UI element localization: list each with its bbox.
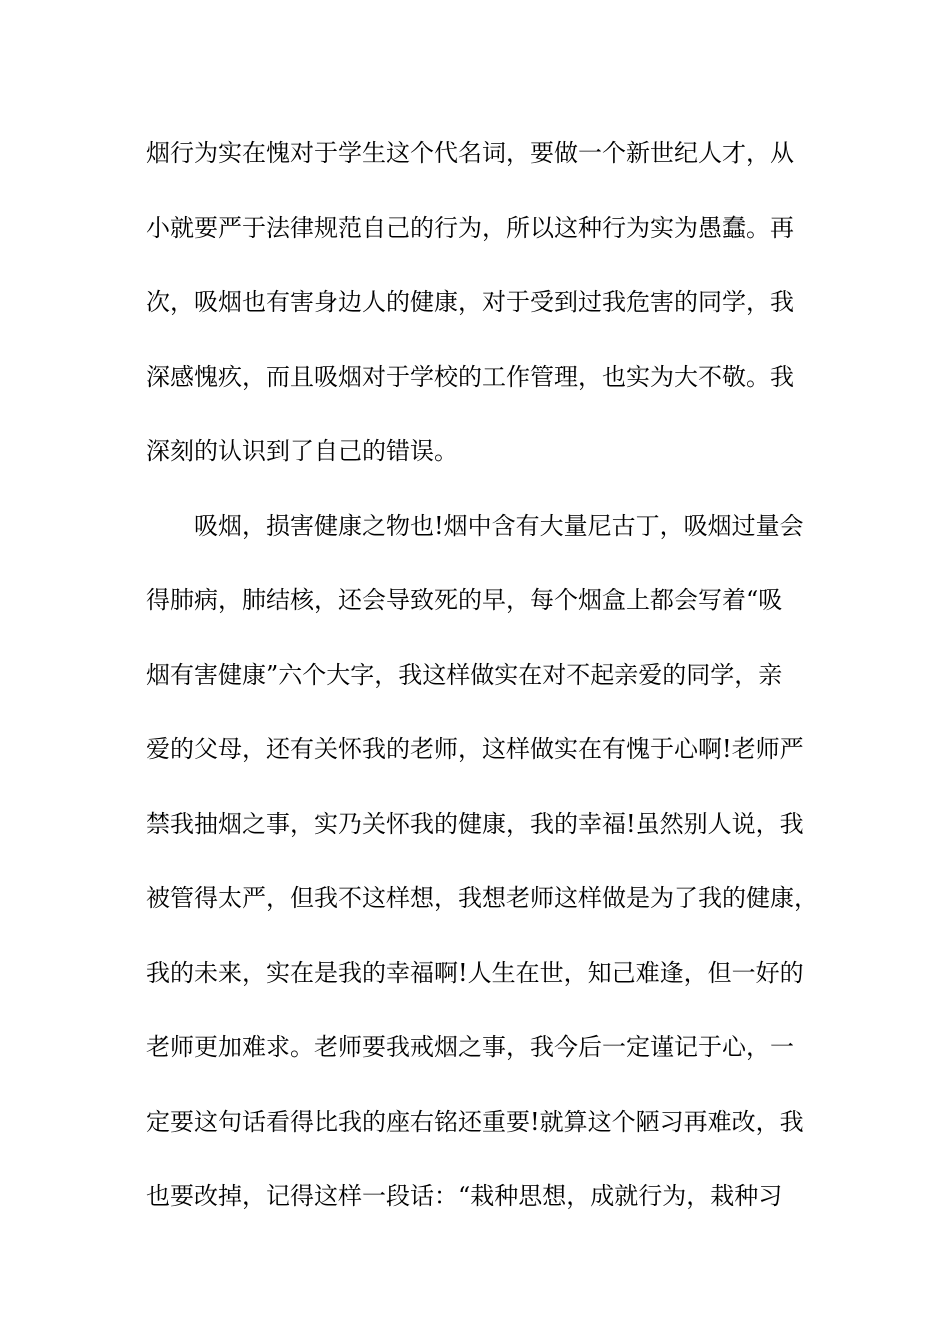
text-line: 也要改掉，记得这样一段话：“栽种思想，成就行为，栽种习 xyxy=(146,1182,783,1210)
text-line: 次，吸烟也有害身边人的健康，对于受到过我危害的同学，我 xyxy=(146,288,794,316)
text-line: 定要这句话看得比我的座右铭还重要!就算这个陋习再难改，我 xyxy=(146,1107,804,1136)
text-line: 爱的父母，还有关怀我的老师，这样做实在有愧于心啊!老师严 xyxy=(146,735,804,763)
document-body-text xyxy=(146,128,826,1246)
text-line: 禁我抽烟之事，实乃关怀我的健康，我的幸福!虽然别人说，我 xyxy=(146,809,804,838)
text-line: 烟行为实在愧对于学生这个代名词，要做一个新世纪人才，从 xyxy=(146,139,794,167)
text-line: 老师更加难求。老师要我戒烟之事，我今后一定谨记于心，一 xyxy=(146,1033,794,1061)
text-line: 我的未来，实在是我的幸福啊!人生在世，知己难逢，但一好的 xyxy=(146,958,804,987)
text-line: 被管得太严，但我不这样想，我想老师这样做是为了我的健康， xyxy=(146,884,818,912)
text-line: 得肺病，肺结核，还会导致死的早，每个烟盒上都会写着“吸 xyxy=(146,586,783,614)
paragraph-start-line: 吸烟，损害健康之物也!烟中含有大量尼古丁，吸烟过量会 xyxy=(194,511,804,540)
text-line: 深刻的认识到了自己的错误。 xyxy=(146,437,458,465)
text-line: 烟有害健康”六个大字，我这样做实在对不起亲爱的同学，亲 xyxy=(146,660,783,689)
text-line: 小就要严于法律规范自己的行为，所以这种行为实为愚蠢。再 xyxy=(146,213,794,242)
text-line: 深感愧疚，而且吸烟对于学校的工作管理，也实为大不敬。我 xyxy=(146,362,794,391)
